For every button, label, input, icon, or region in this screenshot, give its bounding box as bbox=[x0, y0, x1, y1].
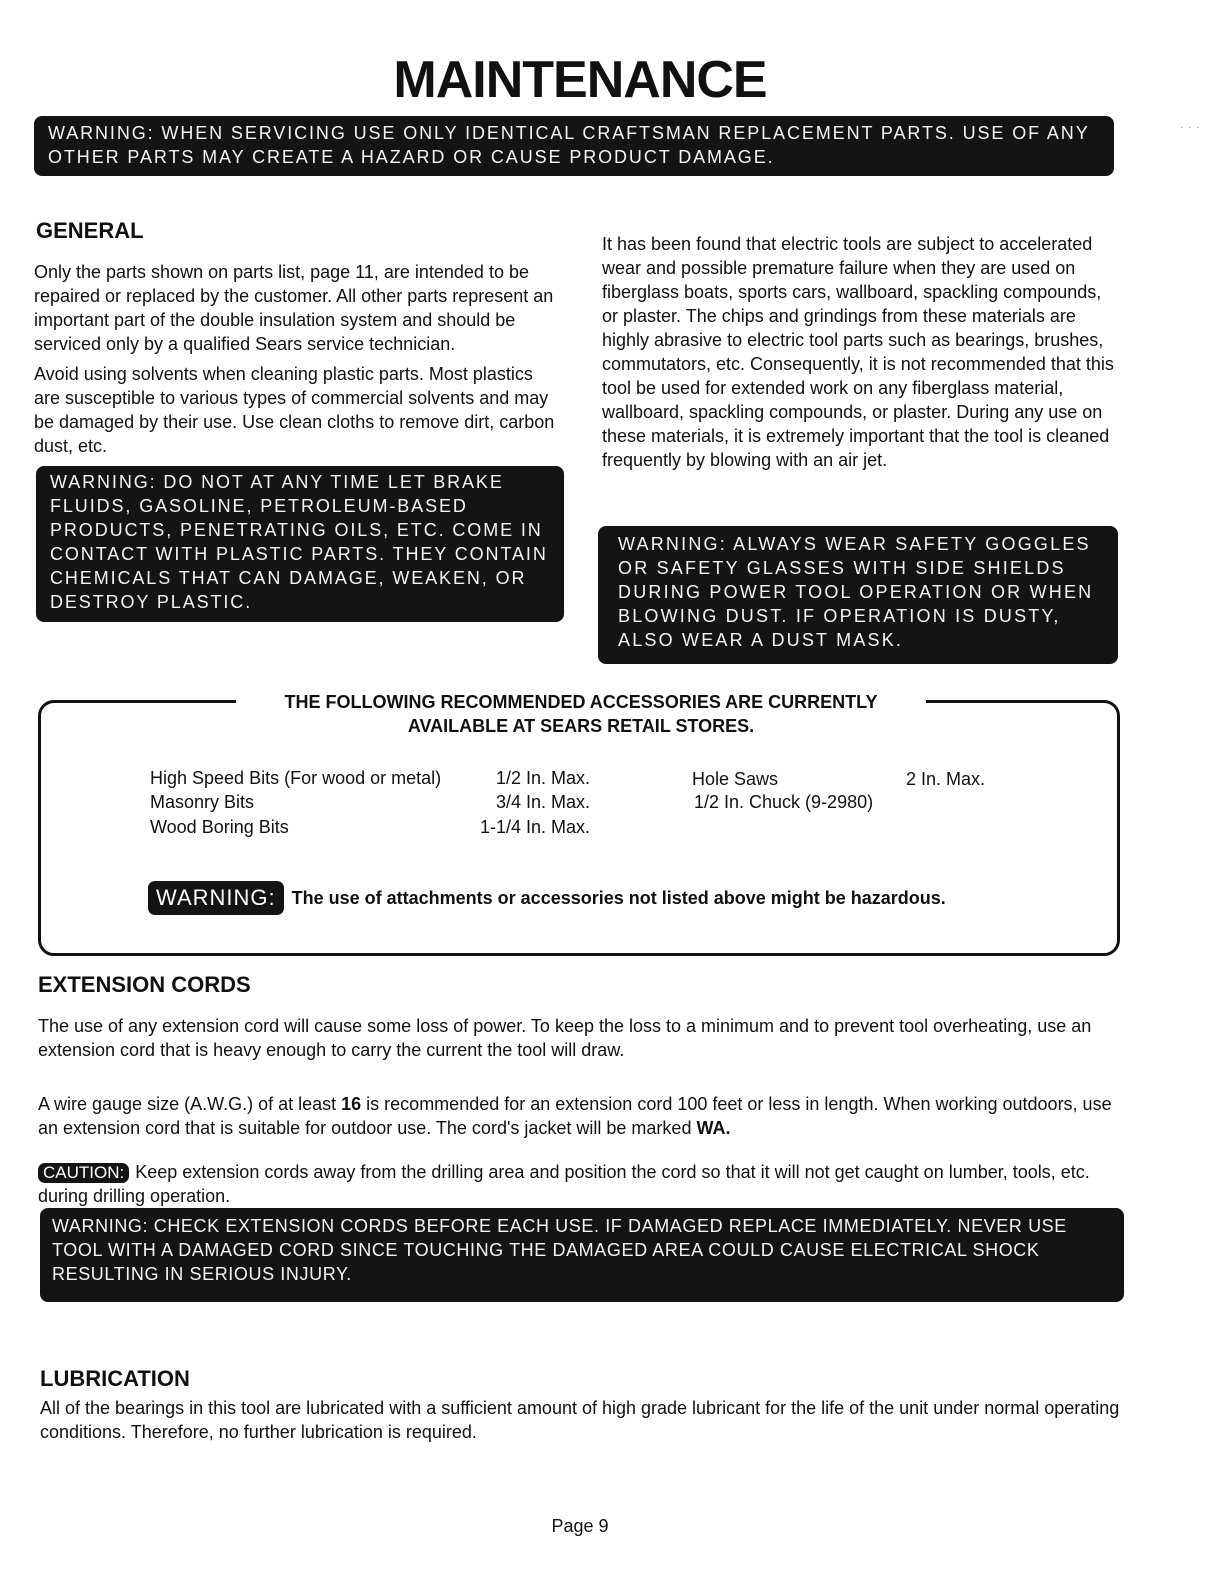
extension-cords-caution bbox=[38, 1160, 1124, 1208]
extension-cords-paragraph-gauge bbox=[38, 1092, 1124, 1140]
accessories-warning-text: The use of attachments or accessories not listed above might be hazardous. bbox=[291, 887, 946, 908]
accessory-item bbox=[150, 815, 289, 839]
general-paragraph-fiberglass: It has been found that electric tools are subject to accelerated wear and possible premature failure when they are used on fiberglass boats, sports cars, wallboard, spackling compounds, or plaster. The chips and grindings from these materials are highly abrasive to electric tool parts such as bearings, brushes, commutators, etc. Consequently, it is not recommended that this tool be used for extended work on any fiberglass material, wallboard, spackling compounds, or plaster. During any use on these materials, it is extremely important that the tool is cleaned frequently by blowing with an air jet. bbox=[602, 234, 1114, 470]
cord-warning-box: WARNING: CHECK EXTENSION CORDS BEFORE EACH USE. IF DAMAGED REPLACE IMMEDIATELY. NEVER USE TOOL WITH A DAMAGED CORD SINCE TOUCHING THE DAMAGED AREA COULD CAUSE ELECTRICAL SHOCK RESULTING IN SERIOUS INJURY. bbox=[40, 1208, 1124, 1302]
top-warning-banner: WARNING: WHEN SERVICING USE ONLY IDENTICAL CRAFTSMAN REPLACEMENT PARTS. USE OF ANY OTHER PARTS MAY CREATE A HAZARD OR CAUSE PRODUCT DAMAGE. bbox=[34, 116, 1114, 176]
extension-cords-heading: EXTENSION CORDS bbox=[38, 972, 251, 997]
lubrication-paragraph: All of the bearings in this tool are lubricated with a sufficient amount of high grade lubricant for the life of the unit under normal operating conditions. Therefore, no further lubrication is required. bbox=[40, 1398, 1120, 1442]
page-number: Page 9 bbox=[551, 1516, 609, 1536]
accessory-size: 1/2 In. Max. bbox=[496, 768, 591, 788]
accessories-heading-line-1: THE FOLLOWING RECOMMENDED ACCESSORIES ARE CURRENTLY bbox=[284, 692, 878, 712]
accessories-heading-line-2: AVAILABLE AT SEARS RETAIL STORES. bbox=[407, 716, 755, 736]
lubrication-heading: LUBRICATION bbox=[40, 1366, 190, 1391]
accessory-name: Wood Boring Bits bbox=[150, 817, 289, 837]
accessory-name: Masonry Bits bbox=[150, 792, 255, 812]
general-paragraph-solvents: Avoid using solvents when cleaning plastic parts. Most plastics are susceptible to various types of commercial solvents and may be damaged by their use. Use clean cloths to remove dirt, carbon dust, etc. bbox=[34, 364, 555, 456]
plastic-warning-box: WARNING: DO NOT AT ANY TIME LET BRAKE FLUIDS, GASOLINE, PETROLEUM-BASED PRODUCTS, PENETRATING OILS, ETC. COME IN CONTACT WITH PLASTIC PARTS. THEY CONTAIN CHEMICALS THAT CAN DAMAGE, WEAKEN, OR DESTROY PLASTIC. bbox=[36, 466, 564, 622]
accessory-size: 3/4 In. Max. bbox=[496, 792, 591, 812]
accessory-item bbox=[150, 790, 254, 814]
warning-badge: WARNING: bbox=[148, 881, 284, 915]
gauge-text-middle: is recommended for an extension cord 100 feet or less in length. When working outdoors, use an extension cord that is suitable for outdoor use. The cord's jacket will be marked bbox=[38, 1094, 1112, 1138]
accessory-item bbox=[150, 766, 441, 790]
margin-mark: · · · bbox=[1180, 122, 1201, 133]
accessories-warning bbox=[148, 878, 946, 918]
accessory-item bbox=[694, 790, 873, 814]
accessory-item bbox=[692, 767, 778, 791]
accessory-size: 1-1/4 In. Max. bbox=[480, 817, 591, 837]
goggles-warning-box: WARNING: ALWAYS WEAR SAFETY GOGGLES OR SAFETY GLASSES WITH SIDE SHIELDS DURING POWER TOOL OPERATION OR WHEN BLOWING DUST. IF OPERATION IS DUSTY, ALSO WEAR A DUST MASK. bbox=[598, 526, 1118, 664]
jacket-marking: WA. bbox=[696, 1118, 731, 1138]
general-paragraph-parts: Only the parts shown on parts list, page 11, are intended to be repaired or replaced by the customer. All other parts represent an important part of the double insulation system and should be serviced only by a qualified Sears service technician. bbox=[34, 262, 554, 354]
page-title: MAINTENANCE bbox=[393, 51, 767, 109]
extension-cords-paragraph-power: The use of any extension cord will cause some loss of power. To keep the loss to a minimum and to prevent tool overheating, use an extension cord that is heavy enough to carry the current the tool will draw. bbox=[38, 1016, 1092, 1060]
caution-text: Keep extension cords away from the drilling area and position the cord so that it will not get caught on lumber, tools, etc. during drilling operation. bbox=[38, 1162, 1090, 1206]
caution-badge: CAUTION: bbox=[38, 1163, 129, 1183]
accessories-heading bbox=[236, 690, 926, 738]
general-right-column bbox=[602, 232, 1116, 472]
accessory-size: 2 In. Max. bbox=[906, 769, 986, 789]
accessory-name: Hole Saws bbox=[692, 769, 779, 789]
general-heading: GENERAL bbox=[36, 218, 144, 243]
general-left-column bbox=[34, 260, 562, 458]
gauge-value: 16 bbox=[341, 1094, 362, 1114]
accessory-name: High Speed Bits (For wood or metal) bbox=[150, 768, 442, 788]
gauge-text-start: A wire gauge size (A.W.G.) of at least bbox=[38, 1094, 342, 1114]
accessory-name: 1/2 In. Chuck (9-2980) bbox=[694, 792, 874, 812]
